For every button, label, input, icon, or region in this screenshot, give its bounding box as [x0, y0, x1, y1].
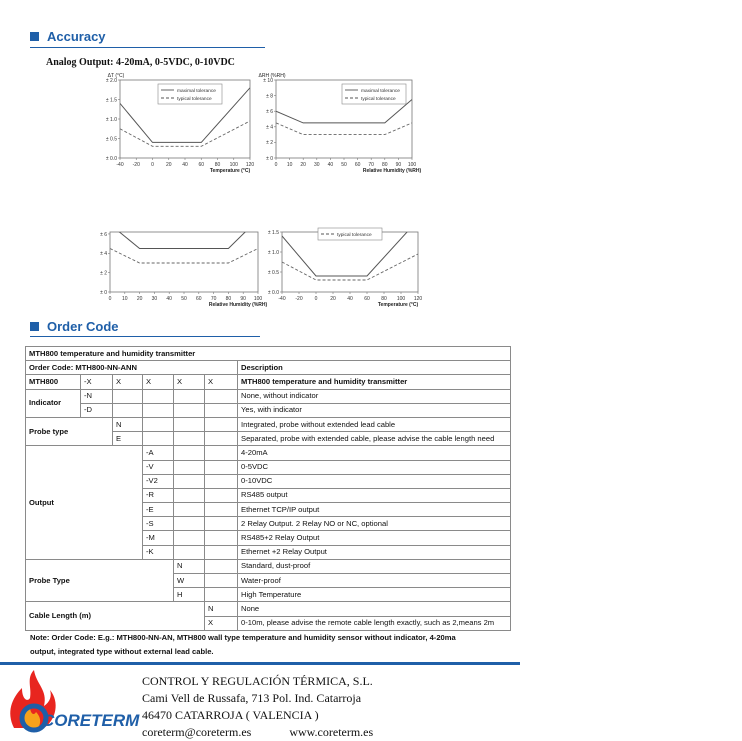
description-cell: 4-20mA: [241, 447, 268, 457]
row-label: Probe type: [29, 426, 69, 436]
x-tick-label: 90: [240, 296, 246, 302]
chart-legend: [342, 84, 406, 104]
code-cell: X: [177, 376, 183, 386]
x-tick-label: 120: [413, 296, 423, 302]
x-tick-label: 40: [182, 162, 188, 168]
accuracy-heading: Accuracy: [30, 29, 106, 44]
x-tick-label: 100: [253, 296, 263, 302]
code-cell: -V: [146, 462, 154, 472]
description-cell: 2 Relay Output. 2 Relay NO or NC, optional: [241, 518, 388, 528]
company-info: [142, 673, 373, 741]
plot-frame: [282, 232, 418, 292]
description-cell: 0-10m, please advise the remote cable length exactly, such as 2,means 2m: [241, 618, 495, 628]
x-tick-label: 0: [274, 162, 278, 168]
x-tick-label: 30: [314, 162, 320, 168]
company-name: CONTROL Y REGULACIÓN TÉRMICA, S.L.: [142, 674, 373, 688]
x-tick-label: -40: [116, 162, 124, 168]
accuracy-subtitle: Analog Output: 4-20mA, 0-5VDC, 0-10VDC: [46, 57, 235, 68]
y-tick-label: ± 2: [266, 140, 273, 147]
description-cell: 0-5VDC: [241, 462, 269, 472]
legend-entry: maximal tolerance: [361, 88, 400, 94]
x-tick-label: 80: [382, 162, 388, 168]
x-axis-label: Relative Humidity (%RH): [208, 302, 268, 308]
x-tick-label: 50: [341, 162, 347, 168]
company-website[interactable]: www.coreterm.es: [289, 725, 374, 739]
x-tick-label: 30: [151, 296, 158, 302]
humidity-tolerance-chart: [258, 70, 422, 178]
table-row: [26, 375, 511, 389]
code-cell: -D: [84, 405, 93, 415]
x-tick-label: 0: [108, 296, 112, 302]
x-tick-label: 70: [368, 162, 374, 168]
code-cell: E: [116, 433, 122, 443]
x-tick-label: 80: [381, 296, 387, 302]
table-header-row: [26, 361, 511, 375]
accuracy-underline: [30, 47, 265, 48]
x-tick-label: 40: [347, 296, 353, 302]
chart-legend: [158, 84, 222, 104]
x-tick-label: 40: [166, 296, 172, 302]
y-tick-label: ± 8: [266, 93, 273, 100]
code-cell: -K: [146, 547, 154, 557]
y-axis-label: ΔT (°C): [107, 73, 125, 79]
code-cell: -S: [146, 518, 154, 528]
row-label: Output: [29, 497, 54, 507]
table-row: [26, 559, 511, 573]
x-tick-label: 80: [214, 162, 221, 168]
row-label: Indicator: [29, 398, 62, 408]
x-tick-label: 60: [198, 162, 205, 168]
row-label: Cable Length (m): [29, 611, 92, 621]
code-cell: W: [177, 575, 185, 585]
footer-divider: [0, 662, 520, 665]
legend-entry: typical tolerance: [177, 96, 212, 102]
temperature-tolerance-chart: [98, 70, 258, 178]
x-tick-label: 60: [196, 296, 202, 302]
description-cell: None, without indicator: [241, 391, 319, 401]
order-note-line2: output, integrated type without external lead cable.: [30, 647, 214, 656]
code-cell: -N: [84, 391, 93, 401]
description-cell: 0-10VDC: [241, 476, 273, 486]
description-cell: Standard, dust-proof: [241, 561, 311, 571]
description-cell: Water-proof: [241, 575, 281, 585]
x-tick-label: 0: [151, 162, 154, 168]
code-cell: -R: [146, 490, 155, 500]
code-cell: X: [208, 618, 214, 628]
x-tick-label: 60: [364, 296, 370, 302]
y-tick-label: ± 1.0: [267, 249, 279, 256]
order-note: [30, 631, 520, 659]
description-cell: RS485 output: [241, 490, 288, 500]
x-tick-label: -40: [278, 296, 286, 302]
code-cell: -A: [146, 447, 154, 457]
row-label: Probe Type: [29, 575, 70, 585]
code-cell: N: [116, 419, 122, 429]
order-note-line1: Note: Order Code: E.g.: MTH800-NN-AN, MTH800 wall type temperature and humidity sensor without indicator, 4-20ma: [30, 633, 456, 642]
company-email[interactable]: coreterm@coreterm.es: [142, 725, 252, 739]
y-tick-label: ± 6: [100, 231, 107, 238]
x-tick-label: 90: [395, 162, 402, 168]
x-tick-label: 0: [314, 296, 318, 302]
x-tick-label: -20: [132, 162, 140, 168]
x-tick-label: 20: [165, 162, 172, 168]
y-tick-label: ± 10: [263, 77, 273, 84]
description-cell: RS485+2 Relay Output: [241, 533, 320, 543]
y-tick-label: ± 0.0: [105, 155, 117, 162]
order-code-label: Order Code: MTH800-NN-ANN: [29, 362, 138, 372]
y-axis-label: ΔRH (%RH): [258, 73, 286, 79]
x-tick-label: 20: [300, 162, 306, 168]
y-tick-label: ± 2.0: [105, 77, 117, 84]
x-tick-label: 50: [181, 296, 187, 302]
y-tick-label: ± 4: [266, 124, 273, 131]
x-tick-label: 40: [327, 162, 334, 168]
x-tick-label: 100: [396, 296, 406, 302]
temperature-tolerance-chart-2: [262, 229, 426, 312]
y-tick-label: ± 0.0: [267, 289, 279, 296]
heading-square-icon: [30, 322, 39, 331]
y-tick-label: ± 6: [266, 109, 273, 115]
description-cell: Separated, probe with extended cable, please advise the cable length need: [241, 433, 495, 443]
description-cell: None: [241, 603, 260, 613]
x-tick-label: 10: [286, 162, 293, 168]
y-tick-label: ± 1.5: [267, 229, 279, 236]
description-cell: Integrated, probe without extended lead cable: [241, 419, 396, 429]
y-tick-label: ± 0: [266, 155, 273, 162]
code-cell: X: [208, 376, 214, 386]
x-tick-label: 20: [136, 296, 143, 302]
legend-entry: maximal tolerance: [177, 88, 216, 94]
code-cell: -E: [146, 504, 154, 514]
code-cell: -X: [84, 376, 92, 386]
code-cell: X: [146, 376, 152, 386]
x-tick-label: -20: [295, 296, 303, 302]
x-tick-label: 70: [210, 296, 217, 302]
x-tick-label: 80: [225, 296, 232, 302]
logo-wordmark: CORETERM: [42, 711, 140, 730]
order-code-underline: [30, 336, 260, 337]
description-cell: MTH800 temperature and humidity transmitter: [241, 376, 408, 386]
description-cell: Ethernet +2 Relay Output: [241, 547, 327, 557]
description-cell: Yes, with indicator: [241, 405, 302, 415]
y-tick-label: ± 0: [100, 289, 107, 296]
company-address-2: 46470 CATARROJA ( VALENCIA ): [142, 708, 319, 722]
table-caption: MTH800 temperature and humidity transmitter: [29, 348, 196, 358]
table-caption-row: [26, 347, 511, 361]
order-code-heading: Order Code: [30, 319, 119, 334]
description-cell: Ethernet TCP/IP output: [241, 504, 320, 514]
table-row: [26, 403, 511, 417]
table-row: [26, 389, 511, 403]
x-tick-label: 20: [330, 296, 336, 302]
order-code-table: [25, 346, 511, 631]
description-cell: High Temperature: [241, 589, 302, 599]
description-header: Description: [241, 362, 283, 372]
humidity-tolerance-chart-2: [92, 231, 268, 312]
y-tick-label: ± 2: [100, 270, 107, 277]
x-tick-label: 100: [407, 162, 417, 168]
company-address-1: Cami Vell de Russafa, 713 Pol. Ind. Catarroja: [142, 691, 362, 705]
y-tick-label: ± 1.0: [105, 116, 117, 123]
x-axis-label: Temperature (°C): [377, 302, 419, 308]
y-tick-label: ± 4: [100, 251, 107, 258]
chart-legend: [318, 228, 382, 240]
code-cell: N: [208, 603, 214, 613]
code-cell: N: [177, 561, 183, 571]
code-cell: -M: [146, 533, 155, 543]
x-tick-label: 10: [122, 296, 128, 302]
x-axis-label: Temperature (°C): [209, 168, 251, 174]
coreterm-logo: [4, 668, 140, 732]
table-row: [26, 446, 511, 460]
x-tick-label: 120: [245, 162, 255, 168]
legend-entry: typical tolerance: [361, 96, 396, 102]
legend-entry: typical tolerance: [337, 232, 372, 238]
code-cell: H: [177, 589, 183, 599]
y-tick-label: ± 1.5: [105, 97, 117, 104]
x-tick-label: 60: [354, 162, 361, 168]
y-tick-label: ± 0.5: [267, 269, 279, 276]
code-cell: -V2: [146, 476, 158, 486]
x-axis-label: Relative Humidity (%RH): [362, 168, 422, 174]
x-tick-label: 100: [229, 162, 238, 168]
table-row: [26, 417, 511, 431]
table-row: [26, 602, 511, 616]
y-tick-label: ± 0.5: [105, 136, 117, 143]
row-label: MTH800: [29, 376, 59, 386]
code-cell: X: [116, 376, 122, 386]
heading-square-icon: [30, 32, 39, 41]
